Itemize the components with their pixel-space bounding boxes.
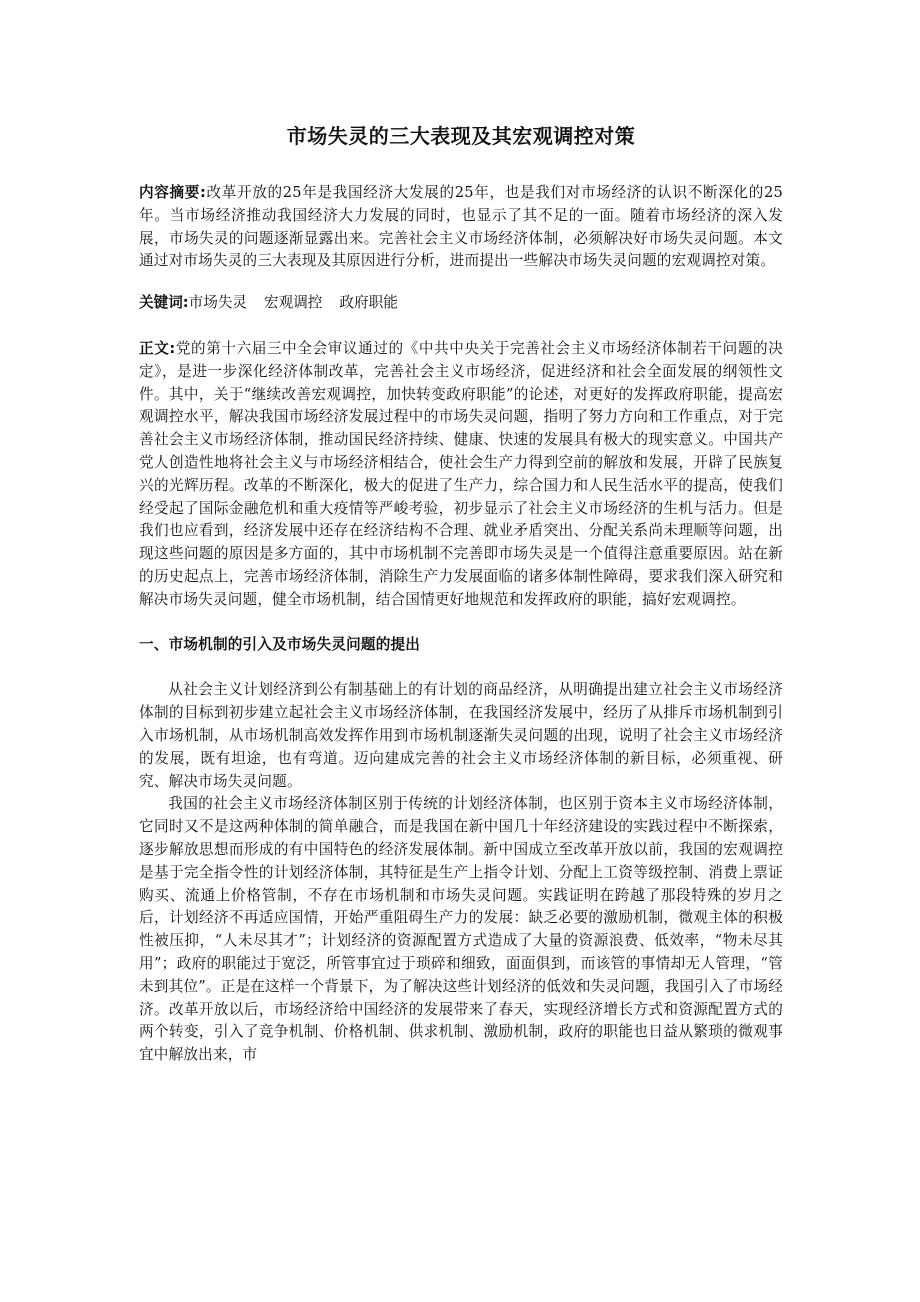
document-content bbox=[139, 118, 783, 1067]
document-title: 市场失灵的三大表现及其宏观调控对策 bbox=[286, 124, 636, 148]
body-text: 党的第十六届三中全会审议通过的《中共中央关于完善社会主义市场经济体制若干问题的决定》，是进一步深化经济体制改革，完善社会主义市场经济，促进经济和社会全面发展的纲领性文件。其中，关于“继续改善宏观调控，加快转变政府职能”的论述，对更好的发挥政府职能，提高宏观调控水平，解决我国市场经济发展过程中的市场失灵问题，指明了努力方向和工作重点，对于完善社会主义市场经济体制，推动国民经济持续、健康、快速的发展具有极大的现实意义。中国共产党人创造性地将社会主义与市场经济相结合，使社会生产力得到空前的解放和发展，开辟了民族复兴的光辉历程。改革的不断深化，极大的促进了生产力，综合国力和人民生活水平的提高，使我们经受起了国际金融危机和重大疫情等严峻考验，初步显示了社会主义市场经济的生机与活力。但是我们也应看到，经济发展中还存在经济结构不合理、就业矛盾突出、分配关系尚未理顺等问题，出现这些问题的原因是多方面的，其中市场机制不完善即市场失灵是一个值得注意重要原因。站在新的历史起点上，完善市场经济体制，消除生产力发展面临的诸多体制性障碍，要求我们深入研究和解决市场失灵问题，健全市场机制，结合国情更好地规范和发挥政府的职能，搞好宏观调控。 bbox=[139, 339, 783, 608]
keywords-line bbox=[139, 292, 783, 315]
abstract-label: 内容摘要: bbox=[139, 184, 207, 201]
body-label: 正文: bbox=[139, 339, 176, 357]
keywords-label: 关键词: bbox=[139, 294, 189, 312]
section-paragraph: 从社会主义计划经济到公有制基础上的有计划的商品经济，从明确提出建立社会主义市场经济体制的目标到初步建立起社会主义市场经济体制，在我国经济发展中，经历了从排斥市场机制到引入市场机制，从市场机制高效发挥作用到市场机制逐渐失灵问题的出现，说明了社会主义市场经济的发展，既有坦途，也有弯道。迈向建成完善的社会主义市场经济体制的新目标，必须重视、研究、解决市场失灵问题。 bbox=[139, 681, 783, 790]
abstract-text: 改革开放的25年是我国经济大发展的25年，也是我们对市场经济的认识不断深化的25年。当市场经济推动我国经济大力发展的同时，也显示了其不足的一面。随着市场经济的深入发展，市场失灵的问题逐渐显露出来。完善社会主义市场经济体制，必须解决好市场失灵问题。本文通过对市场失灵的三大表现及其原因进行分析，进而提出一些解决市场失灵问题的宏观调控对策。 bbox=[139, 184, 783, 270]
body-paragraph bbox=[139, 338, 783, 612]
section-heading: 一、市场机制的引入及市场失灵问题的提出 bbox=[139, 635, 421, 653]
section-paragraph: 我国的社会主义市场经济体制区别于传统的计划经济体制，也区别于资本主义市场经济体制，它同时又不是这两种体制的简单融合，而是我国在新中国几十年经济建设的实践过程中不断探索，逐步解放思想而形成的有中国特色的经济发展体制。新中国成立至改革开放以前，我国的宏观调控是基于完全指令性的计划经济体制，其特征是生产上指令计划、分配上工资等级控制、消费上票证购买、流通上价格管制，不存在市场机制和市场失灵问题。实践证明在跨越了那段特殊的岁月之后，计划经济不再适应国情，开始严重阻碍生产力的发展：缺乏必要的激励机制，微观主体的积极性被压抑，“人未尽其才”；计划经济的资源配置方式造成了大量的资源浪费、低效率，“物未尽其用”；政府的职能过于宽泛，所管事宜过于琐碎和细致，面面俱到，而该管的事情却无人管理，“管未到其位”。正是在这样一个背景下，为了解决这些计划经济的低效和失灵问题，我国引入了市场经济。改革开放以后，市场经济给中国经济的发展带来了春天，实现经济增长方式和资源配置方式的两个转变，引入了竞争机制、价格机制、供求机制、激励机制，政府的职能也日益从繁琐的微观事宜中解放出来，市 bbox=[139, 795, 783, 1064]
keyword-item: 政府职能 bbox=[339, 294, 398, 312]
keyword-item: 市场失灵 bbox=[188, 294, 248, 312]
abstract-paragraph bbox=[139, 182, 783, 273]
keyword-item: 宏观调控 bbox=[264, 294, 323, 312]
